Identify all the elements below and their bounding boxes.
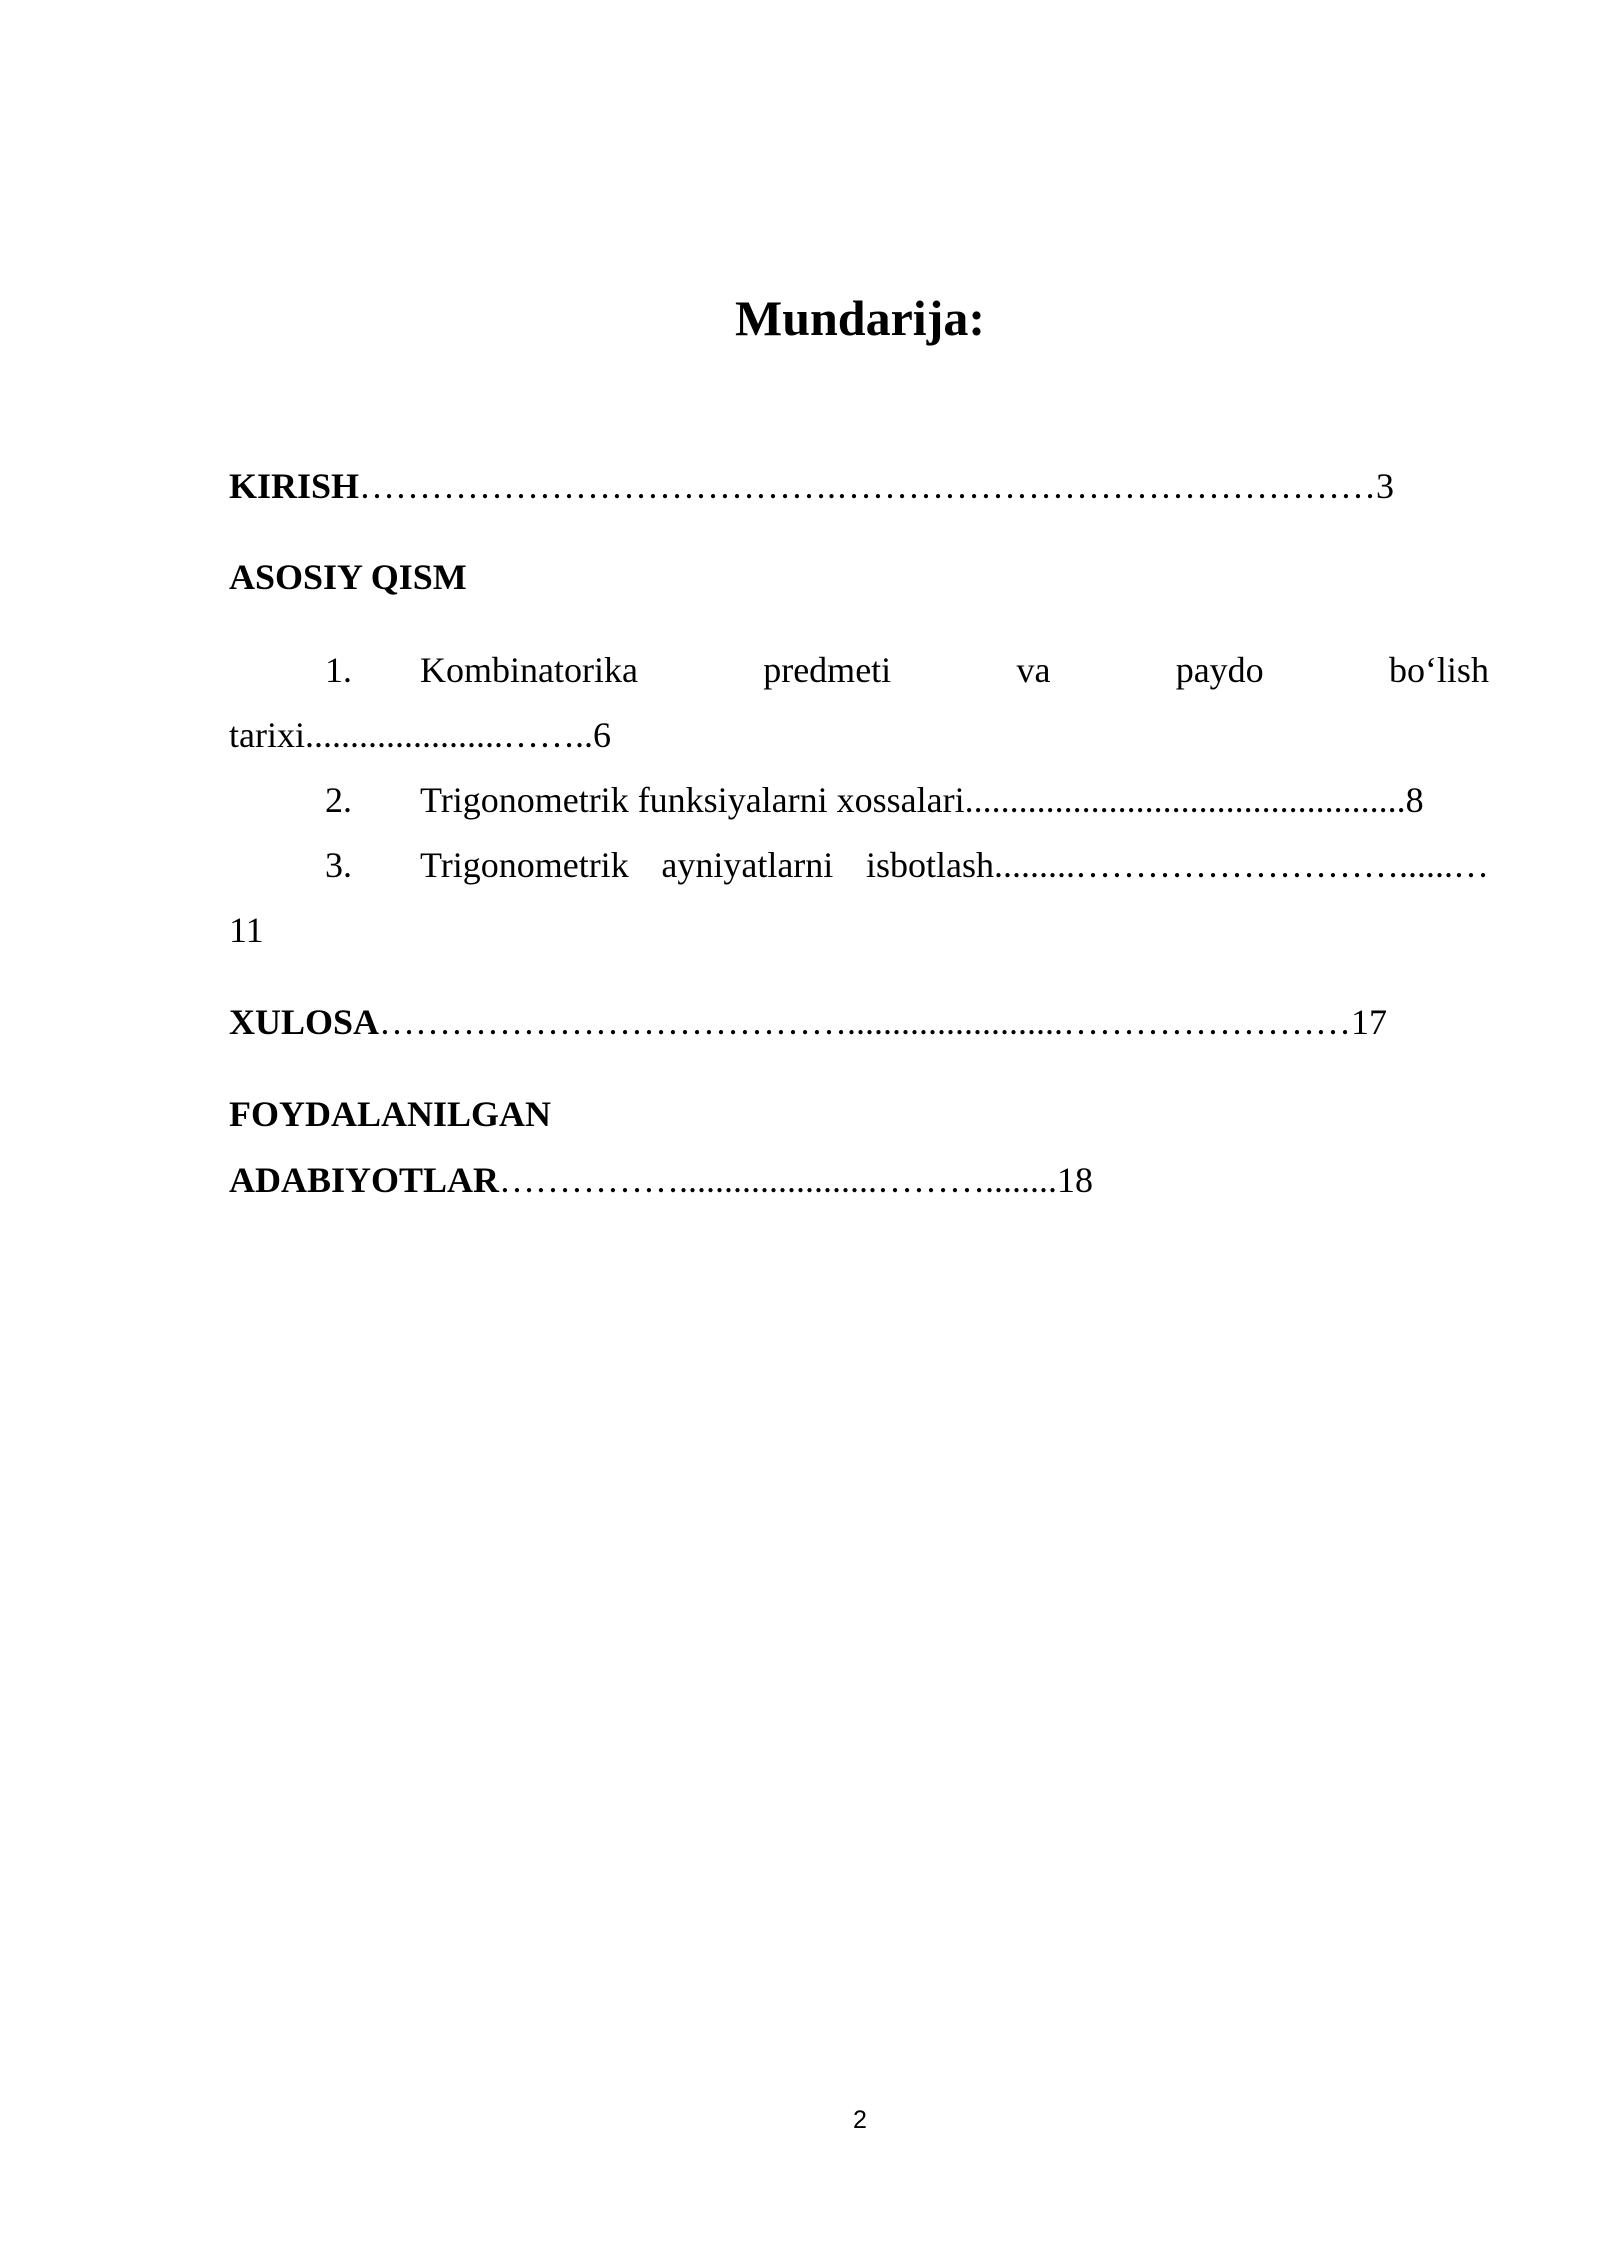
toc-entry-kirish <box>229 464 1489 508</box>
toc-item-word: Trigonometrik <box>420 845 629 885</box>
toc-entry-adabiyotlar <box>229 1158 1489 1202</box>
toc-item-1-line <box>420 648 1489 692</box>
toc-item-word: Kombinatorika <box>420 650 638 690</box>
toc-item-word: va <box>1016 650 1051 690</box>
toc-item-word: predmeti <box>763 650 892 690</box>
toc-item-3-line <box>420 843 1489 887</box>
toc-page-number: 17 <box>1351 1002 1388 1042</box>
toc-entry-foydalanilgan-line1: FOYDALANILGAN <box>229 1094 552 1134</box>
toc-item-word: bo‘lish <box>1388 650 1489 690</box>
toc-entry-label: ADABIYOTLAR <box>229 1160 500 1200</box>
toc-page-number: 18 <box>1057 1160 1094 1200</box>
toc-section-asosiy-qism: ASOSIY QISM <box>229 557 467 597</box>
toc-leader-dots: ………………………………….……………………………………… <box>359 466 1377 506</box>
toc-item-word: isbotlash.........………………………......… <box>865 845 1489 885</box>
page-footer-number: 2 <box>853 2106 867 2134</box>
toc-item-number: 1. <box>325 650 352 690</box>
toc-item-word: ayniyatlarni <box>661 845 834 885</box>
toc-entry-xulosa <box>229 1000 1489 1044</box>
toc-item-number: 2. <box>325 780 352 820</box>
toc-item-2-line: Trigonometrik funksiyalarni xossalari.................................................8 <box>420 780 1424 820</box>
toc-leader-dots: ……………......................………........ <box>499 1160 1058 1200</box>
toc-item-word: paydo <box>1175 650 1264 690</box>
page-title: Mundarija: <box>735 290 985 346</box>
toc-entry-label: KIRISH <box>229 466 360 506</box>
toc-page-number: 3 <box>1376 466 1395 506</box>
toc-item-1-continuation: tarixi......................……..6 <box>229 715 611 755</box>
toc-item-3-continuation: 11 <box>229 910 264 950</box>
toc-entry-label: XULOSA <box>229 1002 380 1042</box>
toc-item-number: 3. <box>325 845 352 885</box>
toc-leader-dots: …………………………………........................…………………… <box>379 1002 1352 1042</box>
